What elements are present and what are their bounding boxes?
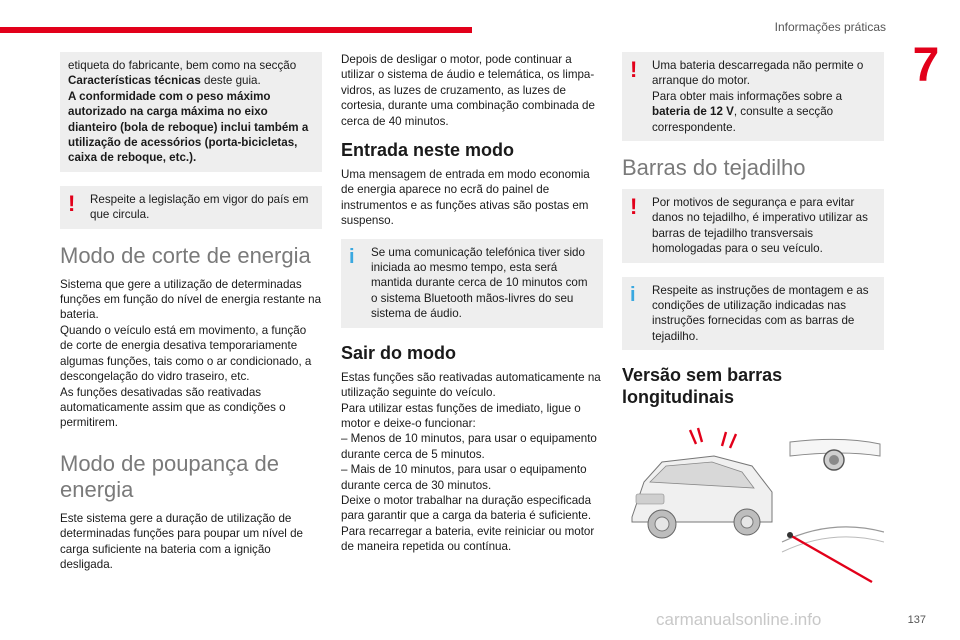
heading-exit-mode: Sair do modo: [341, 342, 457, 363]
header-accent-bar: [0, 27, 472, 33]
paragraph: As funções desativadas são reativadas automaticamente assim que as condições o permitirem.: [60, 385, 286, 430]
paragraph: Este sistema gere a duração de utilização de determinadas funções para poupar um nível de carga suficiente na bateria com a ignição desligada.: [60, 511, 303, 571]
paragraph: Sistema que gere a utilização de determinadas funções em função do nível de energia restante na bateria.: [60, 277, 322, 322]
paragraph: Estas funções são reativadas automaticamente na utilização seguinte do veículo.: [341, 370, 601, 400]
page-number: 137: [907, 614, 926, 626]
column-3: [622, 52, 884, 592]
warning-text: , consulte a secção correspondente.: [652, 105, 834, 134]
column-1: [60, 52, 322, 572]
info-box: [622, 277, 884, 351]
paragraph: Uma mensagem de entrada em modo economia de energia aparece no ecrã do painel de instrumentos e as funções ativas são postas em suspenso.: [341, 168, 590, 228]
warning-box: [60, 186, 322, 229]
note-text: etiqueta do fabricante, bem como na secção: [68, 59, 297, 72]
info-text: Se uma comunicação telefónica tiver sido iniciada ao mesmo tempo, esta será mantida durante cerca de 10 minutos com o sistema Bluetooth mãos-livres do seu sistema de áudio.: [371, 245, 588, 321]
list-item: – Mais de 10 minutos, para usar o equipamento durante cerca de 30 minutos.: [341, 463, 587, 492]
paragraph: Depois de desligar o motor, pode continuar a utilizar o sistema de áudio e telemática, os limpa-vidros, as luzes de cruzamento, as luzes de cortesia, durante uma combinação combinada de cerca de 40 minutos.: [341, 53, 595, 128]
warning-link-text: bateria de 12 V: [652, 105, 734, 119]
section-title: Informações práticas: [774, 20, 886, 34]
note-box: [60, 52, 322, 172]
warning-text: Para obter mais informações sobre a: [652, 89, 843, 103]
paragraph: Deixe o motor trabalhar na duração especificada para garantir que a carga da bateria é suficiente.: [341, 493, 592, 523]
car-roof-illustration: [622, 422, 884, 592]
heading-roof-bars: Barras do tejadilho: [622, 155, 806, 181]
warning-text: Respeite a legislação em vigor do país em que circula.: [90, 192, 309, 222]
column-2: [341, 52, 603, 555]
paragraph: Para utilizar estas funções de imediato, ligue o motor e deixe-o funcionar:: [341, 401, 581, 430]
list-item: – Menos de 10 minutos, para usar o equipamento durante cerca de 5 minutos.: [341, 432, 597, 461]
watermark: carmanualsonline.info: [656, 610, 822, 629]
info-icon: i: [349, 245, 355, 268]
paragraph: Quando o veículo está em movimento, a função de corte de energia desativa temporariamente algumas funções, tais como o ar condicionado, a descongelação do vidro traseiro, etc.: [60, 323, 312, 384]
exclamation-icon: !: [68, 190, 76, 216]
warning-box: [622, 189, 884, 263]
note-bold-text: A conformidade com o peso máximo autorizado na carga máxima no eixo dianteiro (bola de reboque) inclui também a utilização de acessórios (porta-bicicletas, caixa de reboque, etc.).: [68, 89, 309, 165]
info-text: Respeite as instruções de montagem e as condições de utilização indicadas nas instruções fornecidas com as barras de tejadilho.: [652, 283, 869, 343]
heading-version-no-bars: Versão sem barras longitudinais: [622, 365, 783, 408]
note-link-text: Características técnicas: [68, 74, 201, 88]
warning-text: Por motivos de segurança e para evitar danos no tejadilho, é imperativo utilizar as barras de tejadilho transversais homologadas para o seu veículo.: [652, 196, 868, 256]
exclamation-icon: !: [630, 57, 638, 82]
car-roof-drawing: [622, 422, 884, 592]
chapter-number: 7: [912, 39, 940, 92]
exclamation-icon: !: [630, 194, 638, 220]
warning-text: Uma bateria descarregada não permite o arranque do motor.: [652, 59, 864, 88]
warning-box: [622, 52, 884, 141]
info-icon: i: [630, 283, 636, 306]
info-box: [341, 239, 603, 328]
heading-energy-saving: Modo de poupança de energia: [60, 450, 279, 502]
note-text: deste guia.: [200, 74, 261, 88]
heading-energy-cut: Modo de corte de energia: [60, 242, 311, 268]
paragraph: Para recarregar a bateria, evite reiniciar ou motor de maneira repetida ou contínua.: [341, 524, 595, 554]
heading-enter-mode: Entrada neste modo: [341, 140, 515, 161]
